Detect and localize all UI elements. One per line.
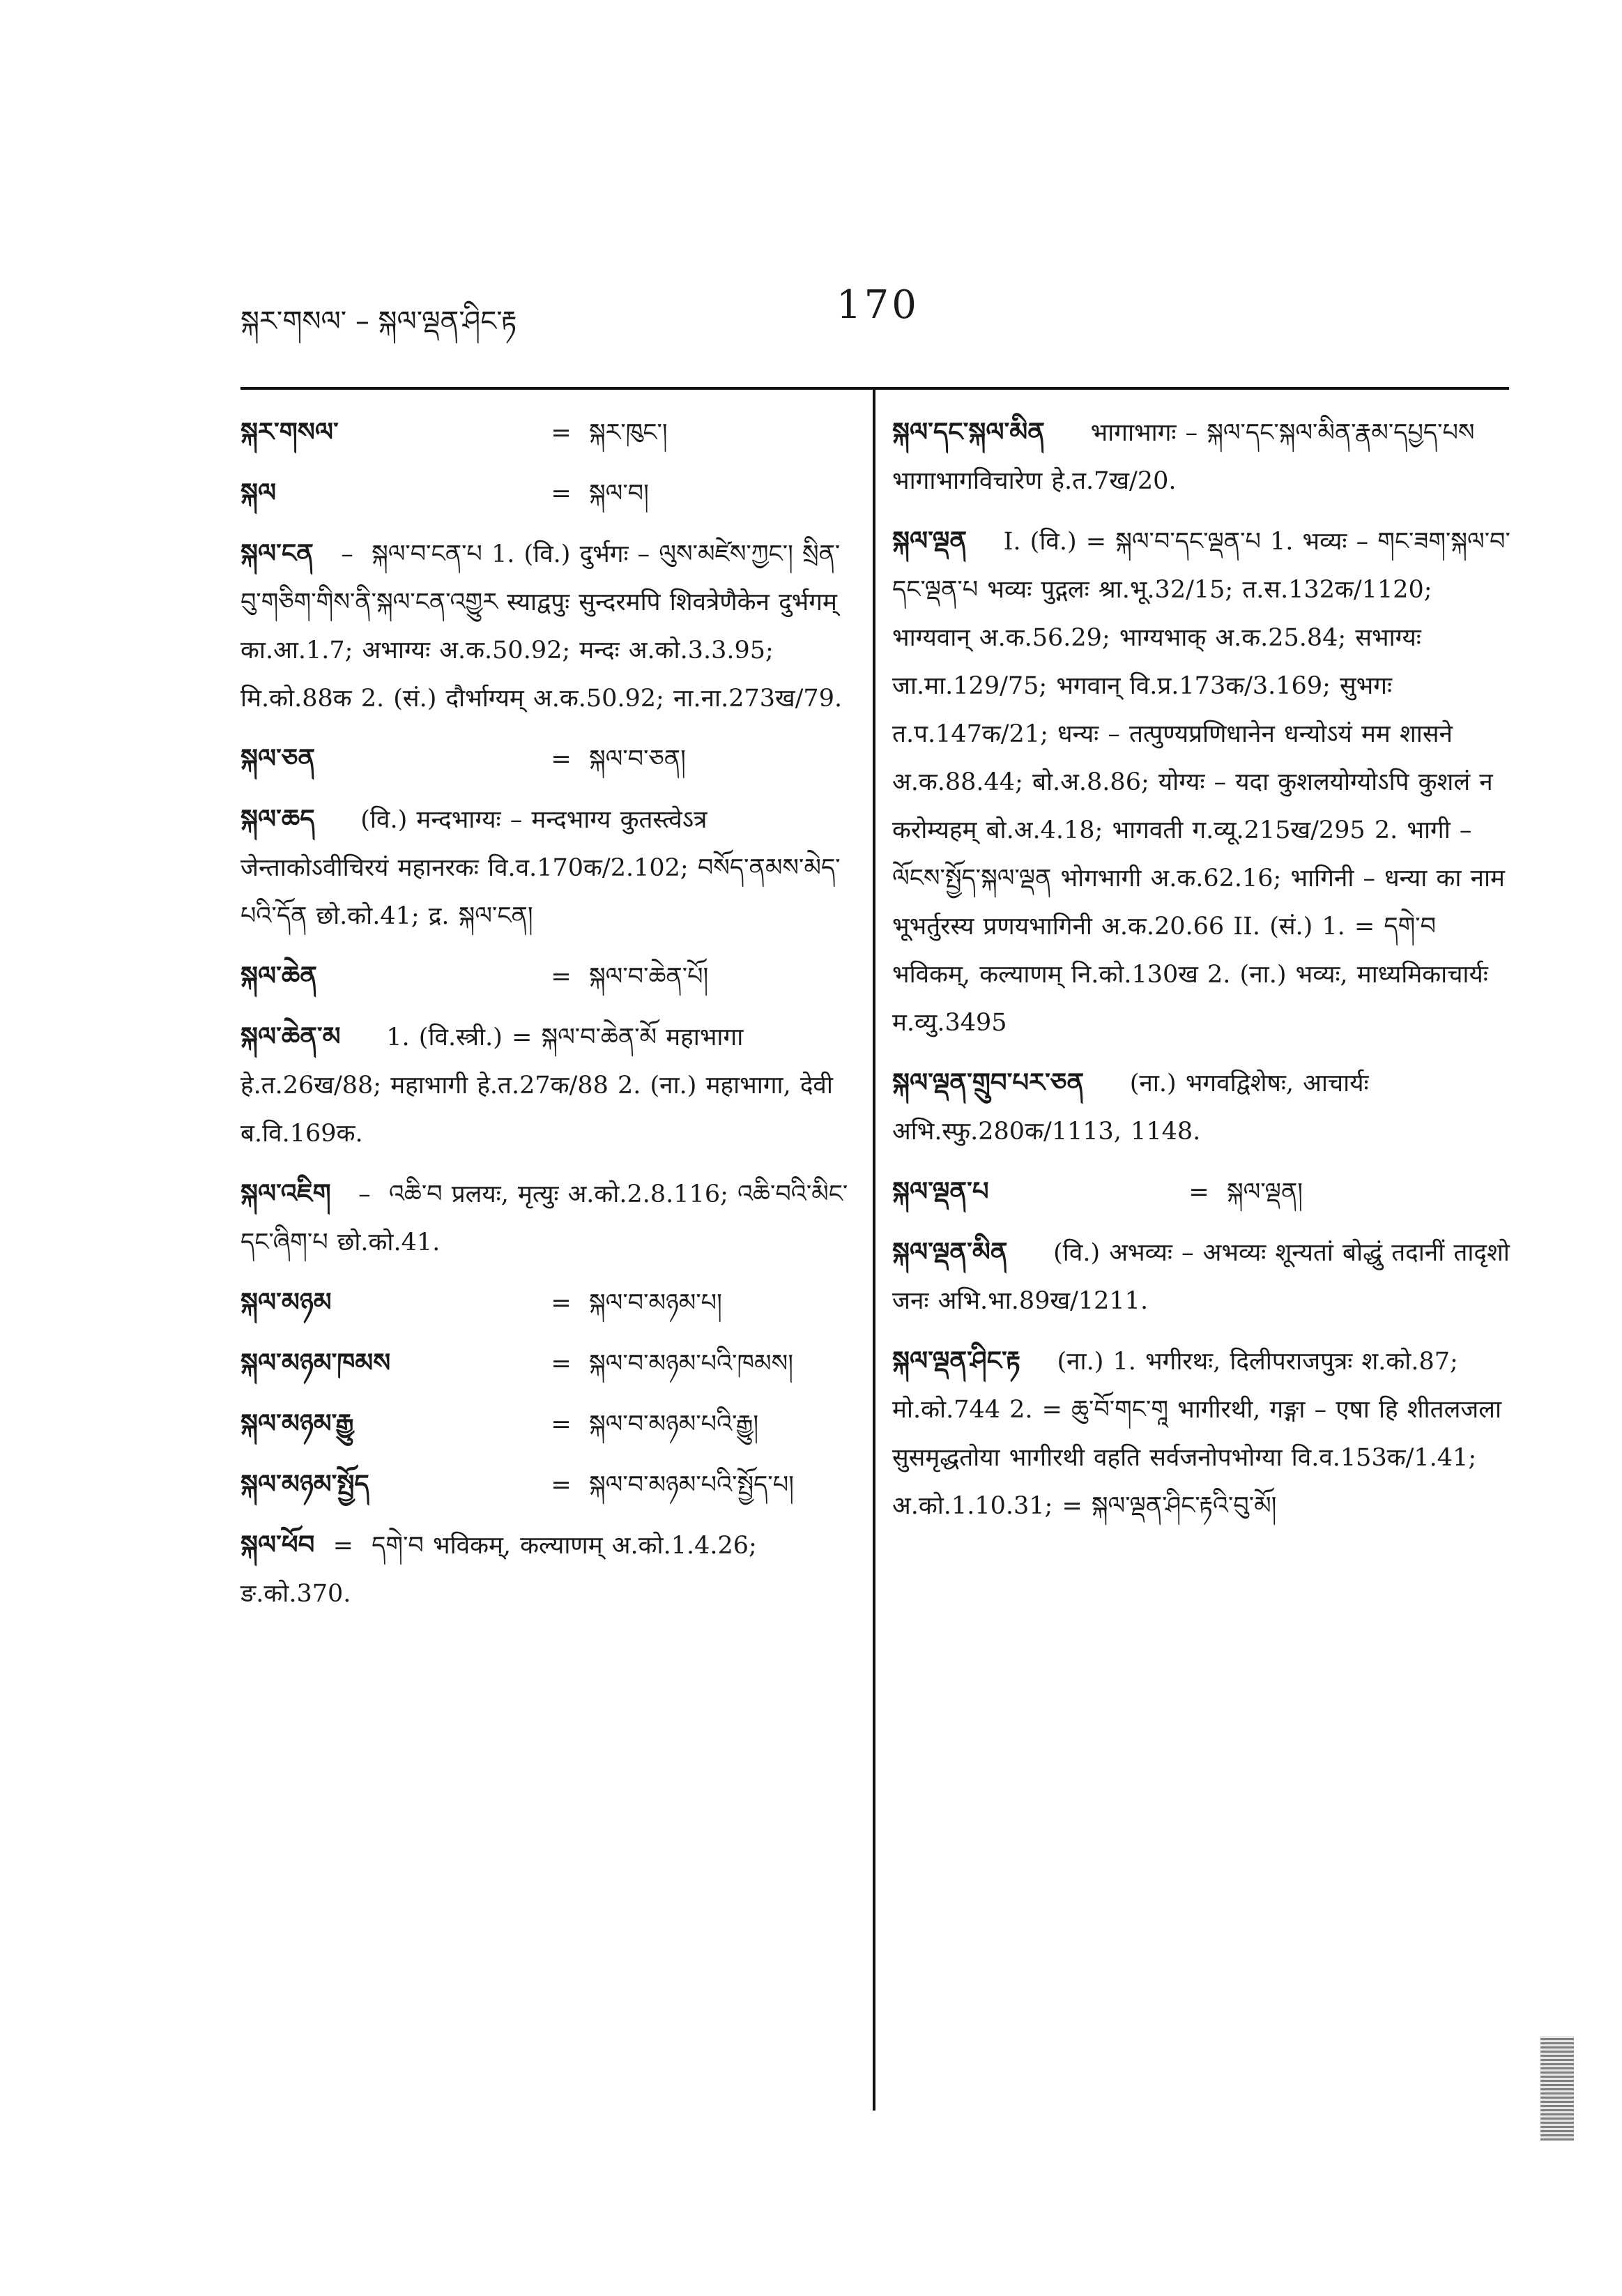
dictionary-entry bbox=[240, 469, 854, 518]
dictionary-entry bbox=[892, 408, 1513, 505]
entry-headword: སྐལ་ལྡན་གྲུབ་པར་ཅན bbox=[892, 1067, 1085, 1097]
dictionary-entry bbox=[240, 734, 854, 784]
entry-equals: = bbox=[551, 745, 572, 773]
entry-body: (ना.) भगवद्विशेषः, आचार्यः अभि.स्फु.280क/1113, 1148. bbox=[892, 1070, 1369, 1146]
left-column bbox=[240, 408, 854, 1629]
entry-body: སྐལ་བ་ཅན། bbox=[589, 745, 686, 773]
page-number: 170 bbox=[836, 282, 919, 328]
dictionary-entry bbox=[240, 1399, 854, 1449]
dictionary-entry bbox=[240, 1339, 854, 1388]
entry-headword: སྐལ་ངན bbox=[240, 538, 314, 568]
dictionary-entry bbox=[240, 795, 854, 941]
entry-equals: = bbox=[551, 1289, 572, 1317]
dictionary-entry bbox=[240, 1169, 854, 1267]
entry-body: (ना.) 1. भगीरथः, दिलीपराजपुत्रः श.को.87; मो.को.744 2. = ཆུ་བོ་གང་གཱ भागीरथी, गङ्गा – एषा हि शीतलजला सुसमृद्धतोया भागीरथी वहति सर्वजनोपभोग्या वि.व.153क/1.41; अ.को.1.10.31; = སྐལ་ལྡན་ཤིང་རྟའི་བུ་མོ། bbox=[892, 1348, 1502, 1520]
dictionary-entry bbox=[892, 1337, 1513, 1530]
guide-words: སྐར་གསལ་ – སྐལ་ལྡན་ཤིང་རྟ bbox=[240, 305, 517, 337]
entry-headword: སྐལ་མཉམ་སྤྱོད bbox=[240, 1469, 369, 1499]
entry-headword: སྐལ་མཉམ་ཁམས bbox=[240, 1348, 391, 1378]
entry-headword: སྐལ་ལྡན་མིན bbox=[892, 1237, 1008, 1267]
entry-headword: སྐལ་འཇིག bbox=[240, 1178, 331, 1208]
running-header bbox=[240, 282, 1509, 338]
entry-headword: སྐལ་ཕོབ bbox=[240, 1530, 315, 1560]
entry-equals: = bbox=[332, 1532, 353, 1560]
entry-headword: སྐལ bbox=[240, 478, 277, 508]
column-divider bbox=[873, 388, 875, 2111]
entry-headword: སྐལ་ཆེན bbox=[240, 961, 317, 991]
entry-headword: སྐལ་ཆད bbox=[240, 804, 315, 834]
entry-body: དགེ་བ भविकम्, कल्याणम् अ.को.1.4.26; ङ.को.370. bbox=[240, 1532, 757, 1608]
entry-equals: = bbox=[551, 1471, 572, 1499]
right-column bbox=[892, 408, 1513, 1542]
entry-equals: = bbox=[551, 419, 572, 447]
entry-body: I. (वि.) = སྐལ་བ་དང་ལྡན་པ 1. भव्यः – གང་ཟག་སྐལ་བ་དང་ལྡན་པ भव्यः पुद्गलः श्रा.भू.32/15; त.स.132क/1120; भाग्यवान् अ.क.56.29; भाग्यभाक् अ.क.25.84; सभाग्यः जा.मा.129/75; भगवान् वि.प्र.173क/3.169; सुभगः त.प.147क/21; धन्यः – तत्पुण्यप्रणिधानेन धन्योऽयं मम शासने अ.क.88.44; बो.अ.8.86; योग्यः – यदा कुशलयोग्योऽपि कुशलं न करोम्यहम् बो.अ.4.18; भागवती ग.व्यू.215ख/295 2. भागी – ལོངས་སྤྱོད་སྐལ་ལྡན भोगभागी अ.क.62.16; भागिनी – धन्या का नाम भूभर्तुरस्य प्रणयभागिनी अ.क.20.66 II. (सं.) 1. = དགེ་བ भविकम्, कल्याणम् नि.को.130ख 2. (ना.) भव्यः, माध्यमिकाचार्यः म.व्यु.3495 bbox=[892, 528, 1510, 1037]
entry-equals: = bbox=[551, 1350, 572, 1378]
dictionary-entry bbox=[892, 1167, 1513, 1217]
entry-headword: སྐལ་དང་སྐལ་མིན bbox=[892, 417, 1045, 447]
entry-body: སྐལ་བ། bbox=[589, 480, 649, 508]
entry-dash: – bbox=[358, 1180, 371, 1208]
entry-body: སྐལ་བ་ཆེན་པོ། bbox=[589, 963, 709, 991]
entry-equals: = bbox=[1188, 1178, 1209, 1206]
dictionary-entry bbox=[892, 1228, 1513, 1325]
dictionary-entry bbox=[240, 1278, 854, 1328]
dictionary-entry bbox=[892, 517, 1513, 1047]
entry-body: སྐལ་བ་མཉམ་པའི་རྒྱུ། bbox=[589, 1411, 759, 1438]
entry-headword: སྐལ་མཉམ bbox=[240, 1287, 332, 1317]
entry-body: སྐལ་བ་མཉམ་པའི་སྤྱོད་པ། bbox=[589, 1471, 794, 1499]
dictionary-entry bbox=[240, 1012, 854, 1158]
entry-body: སྐལ་ལྡན། bbox=[1227, 1178, 1303, 1206]
entry-body: སྐལ་བ་མཉམ་པའི་ཁམས། bbox=[589, 1350, 793, 1378]
entry-equals: = bbox=[551, 480, 572, 508]
entry-headword: སྐལ་ཅན bbox=[240, 743, 316, 773]
dictionary-entry bbox=[240, 408, 854, 457]
entry-body: སྐར་ཁུང་། bbox=[589, 419, 668, 447]
entry-body: भागाभागः – སྐལ་དང་སྐལ་མིན་རྣམ་དཔྱད་པས भागाभागविचारेण हे.त.7ख/20. bbox=[892, 419, 1475, 495]
dictionary-entry bbox=[240, 529, 854, 723]
entry-equals: = bbox=[551, 963, 572, 991]
entry-headword: སྐལ་ལྡན་པ bbox=[892, 1176, 989, 1206]
dictionary-entry bbox=[240, 952, 854, 1001]
entry-body: (वि.) मन्दभाग्यः – मन्दभाग्य कुतस्त्वेऽत्र जेन्ताकोऽवीचिरयं महानरकः वि.व.170क/2.102; བསོད་ནམས་མེད་པའི་དོན छो.को.41; द्र. སྐལ་ངན། bbox=[240, 806, 841, 930]
entry-body: 1. (वि.स्त्री.) = སྐལ་བ་ཆེན་མོ महाभागा हे.त.26ख/88; महाभागी हे.त.27क/88 2. (ना.) महाभागा, देवी ब.वि.169क. bbox=[240, 1024, 833, 1148]
scan-edge-mark bbox=[1540, 2036, 1574, 2141]
entry-body: སྐལ་བ་མཉམ་པ། bbox=[589, 1289, 722, 1317]
dictionary-entry bbox=[240, 1521, 854, 1618]
entry-equals: = bbox=[551, 1411, 572, 1438]
entry-headword: སྐར་གསལ་ bbox=[240, 417, 339, 447]
entry-body: འཆི་བ प्रलयः, मृत्युः अ.को.2.8.116; འཆི་བའི་མིང་དང་ཞིག་པ छो.को.41. bbox=[240, 1180, 848, 1256]
entry-headword: སྐལ་ཆེན་མ bbox=[240, 1021, 341, 1051]
dictionary-entry bbox=[892, 1058, 1513, 1156]
dictionary-entry bbox=[240, 1460, 854, 1510]
entry-body: སྐལ་བ་ངན་པ 1. (वि.) दुर्भगः – ལུས་མཛེས་ཀྱང་། སྲིན་བུ་གཅིག་གིས་ནི་སྐལ་ངན་འགྱུར स्याद्वपुः सुन्दरमपि शिवत्रेणैकेन दुर्भगम् का.आ.1.7; अभाग्यः अ.क.50.92; मन्दः अ.को.3.3.95; मि.को.88क 2. (सं.) दौर्भाग्यम् अ.क.50.92; ना.ना.273ख/79. bbox=[240, 540, 843, 713]
entry-headword: སྐལ་ལྡན bbox=[892, 526, 967, 556]
entry-headword: སྐལ་མཉམ་རྒྱུ bbox=[240, 1408, 354, 1438]
entry-headword: སྐལ་ལྡན་ཤིང་རྟ bbox=[892, 1346, 1020, 1376]
entry-body: (वि.) अभव्यः – अभव्यः शून्यतां बोद्धुं तदानीं तादृशो जनः अभि.भा.89ख/1211. bbox=[892, 1239, 1510, 1315]
entry-dash: – bbox=[341, 540, 353, 568]
